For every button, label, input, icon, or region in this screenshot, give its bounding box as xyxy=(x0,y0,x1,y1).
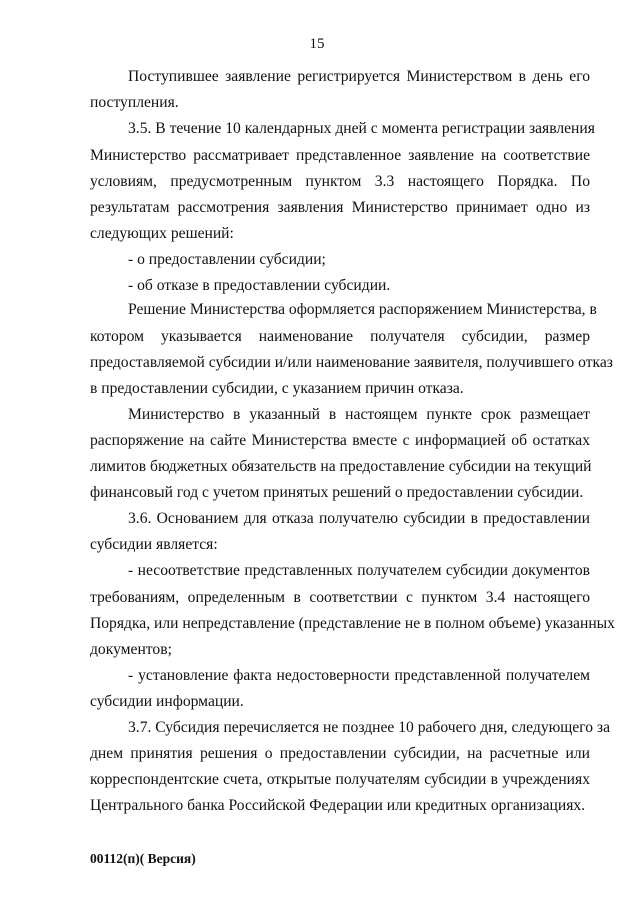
list-item: - об отказе в предоставлении субсидии. xyxy=(128,277,391,294)
text-line: Центрального банка Российской Федерации или кредитных организациях. xyxy=(90,797,586,814)
text-line: 3.6. Основанием для отказа получателю субсидии в предоставлении xyxy=(128,510,590,527)
text-line: результатам рассмотрения заявления Министерство принимает одно из xyxy=(90,199,590,216)
document-footer: 00112(п)( Версия) xyxy=(90,851,196,866)
text-line: Решение Министерства оформляется распоряжением Министерства, в xyxy=(128,301,597,318)
text-line: субсидии является: xyxy=(90,536,218,553)
text-line: субсидии информации. xyxy=(90,693,244,710)
text-line: требованиям, определенным в соответствии с пунктом 3.4 настоящего xyxy=(90,589,590,606)
text-line: Министерство в указанный в настоящем пункте срок размещает xyxy=(128,406,590,423)
text-line: финансовый год с учетом принятых решений о предоставлении субсидии. xyxy=(90,484,584,501)
text-line: котором указывается наименование получателя субсидии, размер xyxy=(90,328,590,345)
list-item: - несоответствие представленных получателем субсидии документов xyxy=(128,562,590,579)
text-line: Министерство рассматривает представленное заявление на соответствие xyxy=(90,147,590,164)
list-item: - о предоставлении субсидии; xyxy=(128,251,326,268)
page-number: 15 xyxy=(309,36,325,52)
text-line: 3.5. В течение 10 календарных дней с момента регистрации заявления xyxy=(128,120,595,137)
text-line: документов; xyxy=(90,641,172,658)
text-line: днем принятия решения о предоставлении субсидии, на расчетные или xyxy=(90,745,590,762)
text-line: корреспондентские счета, открытые получателям субсидии в учреждениях xyxy=(90,771,590,788)
list-item: - установление факта недостоверности представленной получателем xyxy=(128,667,590,684)
text-line: 3.7. Субсидия перечисляется не позднее 10 рабочего дня, следующего за xyxy=(128,719,610,736)
text-line: Поступившее заявление регистрируется Министерством в день его xyxy=(128,68,590,85)
text-line: предоставляемой субсидии и/или наименование заявителя, получившего отказ xyxy=(90,354,613,371)
text-line: в предоставлении субсидии, с указанием причин отказа. xyxy=(90,380,464,397)
text-line: поступления. xyxy=(90,94,179,111)
text-line: распоряжение на сайте Министерства вместе с информацией об остатках xyxy=(90,432,590,449)
text-line: лимитов бюджетных обязательств на предоставление субсидии на текущий xyxy=(90,458,592,475)
text-line: Порядка, или непредставление (представление не в полном объеме) указанных xyxy=(90,615,615,632)
text-line: следующих решений: xyxy=(90,225,234,242)
text-line: условиям, предусмотренным пунктом 3.3 настоящего Порядка. По xyxy=(90,173,590,190)
